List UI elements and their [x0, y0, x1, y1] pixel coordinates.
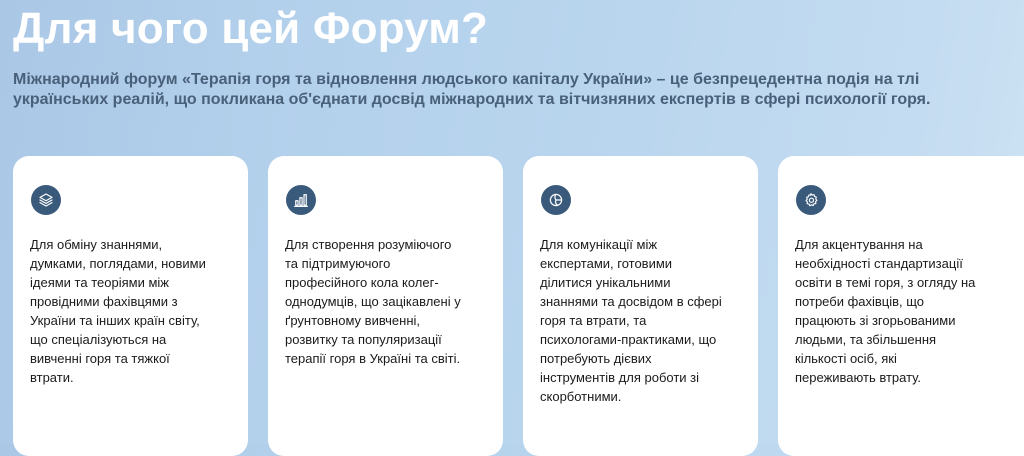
- card-text: Для акцентування на необхідності стандартизації освіти в темі горя, з огляду на потреби фахівців, що працюють зі згорьованими людьми, та збільшення кількості осіб, які переживають втрату.: [795, 237, 976, 385]
- feature-card-communication: [523, 156, 758, 456]
- feature-cards: [13, 156, 1024, 456]
- feature-card-professional-circle: [268, 156, 503, 456]
- feature-card-knowledge-exchange: [13, 156, 248, 456]
- feature-card-standardization: [778, 156, 1024, 456]
- intro-text: Міжнародний форум «Терапія горя та відновлення людського капіталу України» – це безпрецедентна подія на тлі українських реалій, що покликана об'єднати досвід міжнародних та вітчизняних експертів в сфері психології горя.: [13, 71, 931, 108]
- bar-chart-icon: [286, 185, 316, 215]
- card-text: Для комунікації між експертами, готовими ділитися унікальними знаннями та досвідом в сфері горя та втрати, та психологами-практиками, що потребують дієвих інструментів для роботи зі скорботними.: [540, 237, 722, 404]
- gear-icon: [796, 185, 826, 215]
- card-text: Для обміну знаннями, думками, поглядами, новими ідеями та теоріями між провідними фахівцями з України та інших країн світу, що спеціалізуються на вивченні горя та тяжкої втрати.: [30, 237, 206, 385]
- card-text: Для створення розуміючого та підтримуючого професійного кола колег- однодумців, що зацікавлені у ґрунтовному вивченні, розвитку та популяризації терапії горя в Україні та світі.: [285, 237, 461, 366]
- pie-chart-icon: [541, 185, 571, 215]
- layers-icon: [31, 185, 61, 215]
- page-title: Для чого цей Форум?: [13, 4, 489, 53]
